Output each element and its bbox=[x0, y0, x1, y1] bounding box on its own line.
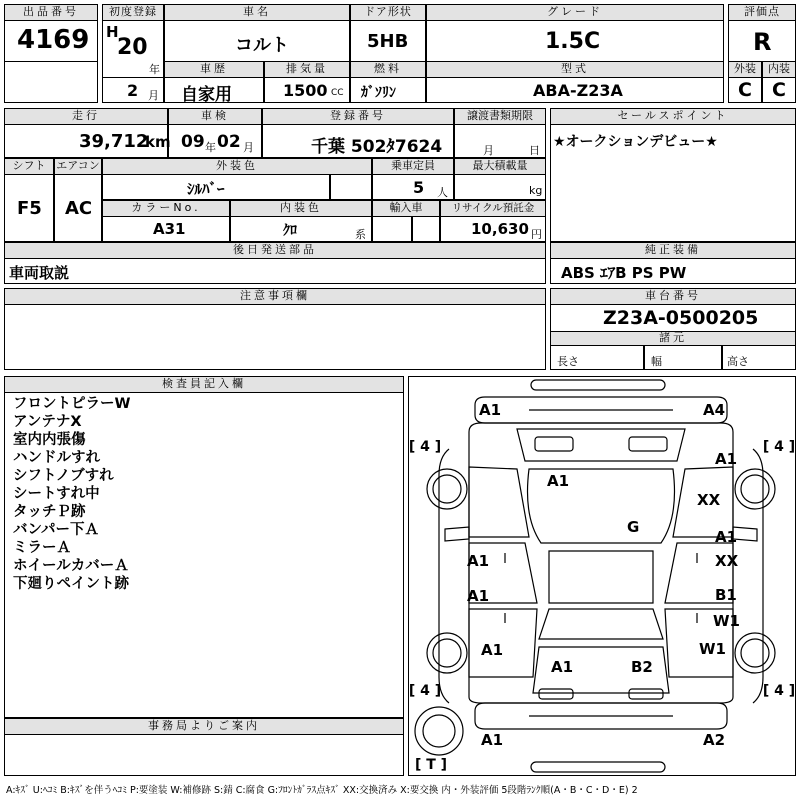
car-diagram-panel bbox=[408, 376, 796, 776]
ext-color-cell bbox=[102, 174, 330, 200]
recycle-cell bbox=[440, 216, 546, 242]
import-cell-a bbox=[372, 216, 412, 242]
reg-no-header: 登録番号 bbox=[262, 108, 454, 125]
color-no: A31 bbox=[153, 220, 186, 238]
transfer-header: 譲渡書類期限 bbox=[454, 108, 546, 125]
dim-width-cell bbox=[644, 345, 722, 370]
model-header: 型式 bbox=[426, 61, 724, 78]
cc-unit: CC bbox=[331, 88, 344, 98]
score-cell bbox=[728, 20, 796, 62]
damage-mark: A1 bbox=[481, 641, 504, 659]
equipment-cell bbox=[550, 258, 796, 284]
transfer-day-unit: 日 bbox=[529, 144, 540, 157]
max-load-unit: kg bbox=[529, 184, 543, 197]
reg-no-cell bbox=[262, 124, 454, 158]
door-header: ドア形状 bbox=[350, 4, 426, 21]
damage-mark: A1 bbox=[467, 587, 490, 605]
later-parts-header: 後日発送部品 bbox=[4, 242, 546, 259]
era-mark: H bbox=[106, 23, 119, 41]
reg-month: 2 bbox=[127, 81, 139, 100]
inspector-note: バンパー下Ａ bbox=[13, 522, 99, 538]
inspector-note: フロントピラーW bbox=[13, 396, 131, 412]
lot-no-blank bbox=[4, 61, 98, 103]
office-cell bbox=[4, 734, 404, 776]
damage-mark: G bbox=[627, 518, 640, 536]
later-parts: 車両取説 bbox=[9, 264, 70, 282]
capacity-header: 乗車定員 bbox=[372, 158, 454, 175]
inspector-header: 検査員記入欄 bbox=[4, 376, 404, 393]
inspector-notes-cell bbox=[4, 392, 404, 718]
mileage-cell bbox=[4, 124, 171, 158]
grade-header: グレード bbox=[426, 4, 724, 21]
import-cell-b bbox=[412, 216, 440, 242]
mileage-header: 走行 bbox=[4, 108, 168, 125]
interior-header: 内装 bbox=[762, 61, 796, 78]
first-reg-header: 初度登録 bbox=[102, 4, 164, 21]
score-header: 評価点 bbox=[728, 4, 796, 21]
int-color-unit: 系 bbox=[355, 228, 366, 241]
exterior-header: 外装 bbox=[728, 61, 762, 78]
damage-mark: XX bbox=[715, 552, 739, 570]
tire-label-front-right: [ 4 ] bbox=[762, 439, 795, 455]
grade-cell bbox=[426, 20, 724, 62]
shift-cell bbox=[4, 174, 54, 242]
car-name: コルト bbox=[235, 35, 289, 56]
ext-color-blank bbox=[330, 174, 372, 200]
notes-cell bbox=[4, 304, 546, 370]
year-unit: 年 bbox=[149, 63, 160, 76]
sales-point-cell bbox=[550, 124, 796, 242]
fuel-header: 燃料 bbox=[350, 61, 426, 78]
legend: A:ｷｽﾞ U:ﾍｺﾐ B:ｷｽﾞを伴うﾍｺﾐ P:要塗装 W:補修跡 S:錆 C:腐食 G:ﾌﾛﾝﾄｶﾞﾗｽ点ｷｽﾞ XX:交換済み X:要交換 内・外装評価 5段階ﾗﾝｸ順(A・B・C・D・E) 2 bbox=[6, 785, 638, 796]
aircon-cell bbox=[54, 174, 102, 242]
lot-no-header: 出品番号 bbox=[4, 4, 98, 21]
history-header: 車歴 bbox=[164, 61, 264, 78]
damage-mark: A1 bbox=[715, 450, 738, 468]
tire-label-front-left: [ 4 ] bbox=[409, 439, 442, 455]
exterior-cell bbox=[728, 77, 762, 103]
capacity: 5 bbox=[413, 178, 425, 197]
insp-year: 09 bbox=[181, 132, 205, 152]
color-no-cell bbox=[102, 216, 230, 242]
recycle: 10,630 bbox=[471, 220, 529, 238]
inspector-note: シートすれ中 bbox=[13, 486, 100, 502]
insp-year-unit: 年 bbox=[205, 141, 216, 154]
damage-mark: W1 bbox=[699, 640, 726, 658]
tire-label-rear-left: [ 4 ] bbox=[409, 683, 442, 699]
inspection-cell bbox=[168, 124, 262, 158]
later-parts-cell bbox=[4, 258, 546, 284]
model-cell bbox=[426, 77, 724, 103]
dimensions-header: 諸元 bbox=[550, 331, 796, 346]
int-color: ｸﾛ bbox=[283, 223, 297, 239]
ext-color: ｼﾙﾊﾞｰ bbox=[187, 180, 225, 198]
inspector-note: ホイールカバーＡ bbox=[13, 558, 129, 574]
shift: F5 bbox=[17, 198, 42, 219]
fuel: ｶﾞｿﾘﾝ bbox=[361, 85, 396, 101]
aircon: AC bbox=[65, 198, 93, 219]
dim-length-cell bbox=[550, 345, 644, 370]
office-header: 事務局よりご案内 bbox=[4, 718, 404, 735]
recycle-unit: 円 bbox=[531, 228, 542, 241]
reg-year: 20 bbox=[117, 35, 148, 60]
first-reg-month-cell bbox=[102, 77, 164, 103]
month-unit: 月 bbox=[148, 89, 159, 102]
max-load-cell bbox=[454, 174, 546, 200]
import-header: 輸入車 bbox=[372, 200, 440, 217]
damage-mark: A1 bbox=[551, 658, 574, 676]
chassis-cell bbox=[550, 304, 796, 332]
chassis-header: 車台番号 bbox=[550, 288, 796, 305]
mileage: 39,712 bbox=[79, 131, 149, 152]
int-color-cell bbox=[230, 216, 372, 242]
damage-mark: A1 bbox=[481, 731, 504, 749]
capacity-cell bbox=[372, 174, 454, 200]
max-load-header: 最大積載量 bbox=[454, 158, 546, 175]
damage-mark: W1 bbox=[713, 612, 740, 630]
inspection-header: 車検 bbox=[168, 108, 262, 125]
dim-height-cell bbox=[722, 345, 796, 370]
capacity-unit: 人 bbox=[437, 186, 448, 199]
transfer-cell bbox=[454, 124, 546, 158]
chassis-no: Z23A-0500205 bbox=[603, 307, 759, 329]
car-name-cell bbox=[164, 20, 350, 62]
lot-no: 4169 bbox=[17, 25, 90, 55]
notes-header: 注意事項欄 bbox=[4, 288, 546, 305]
displacement-header: 排気量 bbox=[264, 61, 350, 78]
fuel-cell bbox=[350, 77, 426, 103]
sales-point: ★オークションデビュー★ bbox=[553, 134, 718, 150]
inspector-note: 下廻りペイント跡 bbox=[13, 576, 129, 592]
recycle-header: リサイクル預託金 bbox=[440, 200, 546, 217]
inspector-note: タッチＰ跡 bbox=[13, 504, 86, 520]
score: R bbox=[753, 28, 772, 56]
model: ABA-Z23A bbox=[533, 81, 623, 100]
car-name-header: 車名 bbox=[164, 4, 350, 21]
damage-mark: A1 bbox=[715, 528, 738, 546]
door-cell bbox=[350, 20, 426, 62]
inspector-note: アンテナX bbox=[13, 414, 82, 430]
dim-length-label: 長さ bbox=[557, 355, 579, 368]
lot-no-cell bbox=[4, 20, 98, 62]
km-unit: km bbox=[145, 133, 171, 151]
shift-header: シフト bbox=[4, 158, 54, 175]
int-color-header: 内装色 bbox=[230, 200, 372, 217]
history-cell bbox=[164, 77, 264, 103]
grade: 1.5C bbox=[545, 29, 601, 54]
reg-no: 千葉 502ﾀ7624 bbox=[311, 137, 443, 157]
displacement-cell bbox=[264, 77, 350, 103]
color-no-header: カラーNo. bbox=[102, 200, 230, 217]
damage-mark: A1 bbox=[547, 472, 570, 490]
inspector-note: 室内内張傷 bbox=[13, 432, 86, 448]
inspector-note: ハンドルすれ bbox=[13, 450, 100, 466]
interior-grade: C bbox=[772, 79, 786, 101]
damage-mark: A1 bbox=[467, 552, 490, 570]
transfer-month-unit: 月 bbox=[483, 144, 494, 157]
aircon-header: エアコン bbox=[54, 158, 102, 175]
ext-color-header: 外装色 bbox=[102, 158, 372, 175]
equipment: ABS ｴｱB PS PW bbox=[561, 264, 687, 282]
damage-mark: XX bbox=[697, 491, 721, 509]
dim-width-label: 幅 bbox=[651, 355, 662, 368]
damage-mark: A2 bbox=[703, 731, 726, 749]
damage-mark: A4 bbox=[703, 401, 726, 419]
damage-mark: A1 bbox=[479, 401, 502, 419]
car-diagram bbox=[409, 377, 795, 775]
door-type: 5HB bbox=[367, 31, 409, 52]
first-reg-year-cell bbox=[102, 20, 164, 78]
exterior-grade: C bbox=[738, 79, 752, 101]
insp-month-unit: 月 bbox=[243, 141, 254, 154]
displacement: 1500 bbox=[283, 81, 328, 100]
tire-label-rear-right: [ 4 ] bbox=[762, 683, 795, 699]
dim-height-label: 高さ bbox=[727, 355, 749, 368]
sales-point-header: セールスポイント bbox=[550, 108, 796, 125]
inspector-note: ミラーＡ bbox=[13, 540, 71, 556]
interior-cell bbox=[762, 77, 796, 103]
history: 自家用 bbox=[181, 85, 232, 105]
equipment-header: 純正装備 bbox=[550, 242, 796, 259]
insp-month: 02 bbox=[217, 132, 241, 152]
tire-label-spare: [ T ] bbox=[414, 757, 448, 773]
damage-mark: B2 bbox=[631, 658, 653, 676]
damage-mark: B1 bbox=[715, 586, 737, 604]
inspector-note: シフトノブすれ bbox=[13, 468, 114, 484]
